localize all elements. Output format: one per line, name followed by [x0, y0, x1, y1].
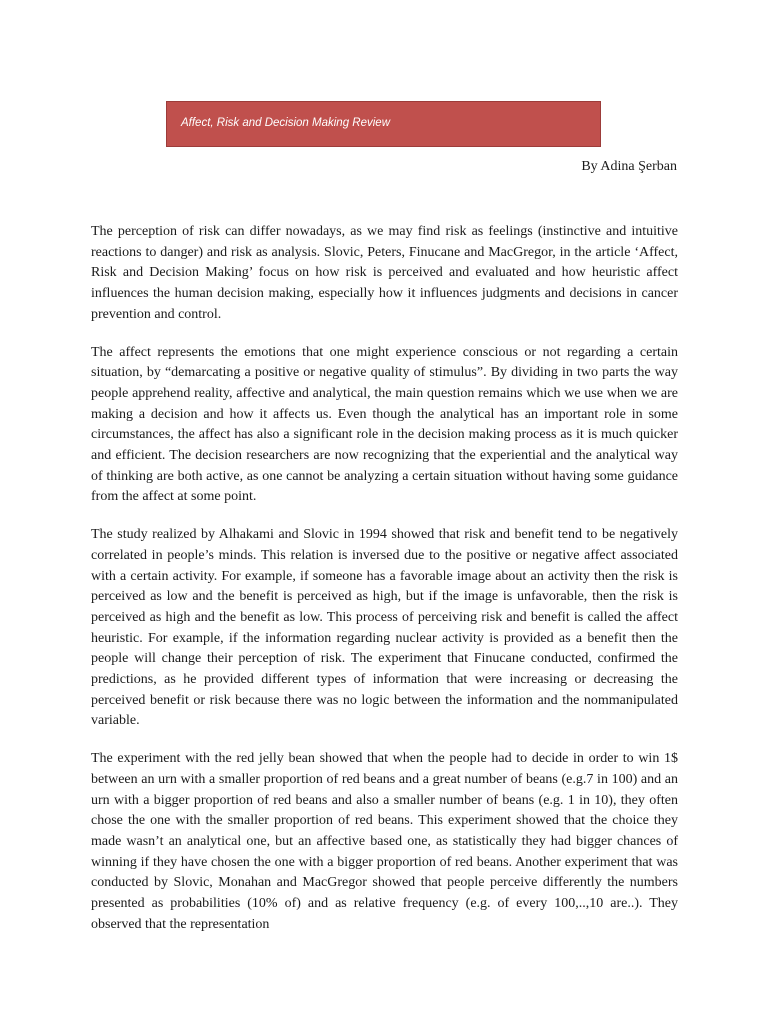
document-body [91, 222, 678, 953]
paragraph-4: The experiment with the red jelly bean showed that when the people had to decide in order to win 1$ between an urn with a smaller proportion of red beans and a great number of beans (e.g.7 in 100) and an urn with a bigger proportion of red beans and also a smaller number of beans (e.g. 1 in 10), they often chose the one with the smaller proportion of red beans. This experiment showed that the choice they made wasn’t an analytical one, but an affective based one, as statistically they had bigger chances of winning if they have chosen the one with a bigger proportion of red beans. Another experiment that was conducted by Slovic, Monahan and MacGregor showed that people perceive differently the numbers presented as probabilities (10% of) and as relative frequency (e.g. of every 100,..,10 are..). They observed that the representation [91, 751, 678, 932]
document-title: Affect, Risk and Decision Making Review [181, 117, 390, 129]
title-banner [166, 101, 601, 147]
paragraph-2: The affect represents the emotions that one might experience conscious or not regarding a certain situation, by “demarcating a positive or negative quality of stimulus”. By dividing in two parts the way people apprehend reality, affective and analytical, the main question remains which we use when we are making a decision and how it affects us. Even though the analytical has an important role in some circumstances, the affect has also a significant role in the decision making process as it is much quicker and efficient. The decision researchers are now recognizing that the experiential and the analytical way of thinking are both active, as one cannot be analyzing a certain situation without having some guidance from the affect at some point. [91, 344, 678, 505]
paragraph-3: The study realized by Alhakami and Slovic in 1994 showed that risk and benefit tend to be negatively correlated in people’s minds. This relation is inversed due to the positive or negative affect associated with a certain activity. For example, if someone has a favorable image about an activity then the risk is perceived as low and the benefit is perceived as high, but if the image is unfavorable, then the risk is perceived as high and the benefit as low. This process of perceiving risk and benefit is called the affect heuristic. For example, if the information regarding nuclear activity is provided as a benefit then the people will change their perception of risk. The experiment that Finucane conducted, confirmed the predictions, as he provided different types of information that were increasing or decreasing the perceived benefit or risk because there was no logic between the information and the nommanipulated variable. [91, 527, 678, 729]
author-byline: By Adina Şerban [581, 159, 677, 174]
paragraph-1: The perception of risk can differ nowadays, as we may find risk as feelings (instinctive and intuitive reactions to danger) and risk as analysis. Slovic, Peters, Finucane and MacGregor, in the article ‘Affect, Risk and Decision Making’ focus on how risk is perceived and evaluated and how heuristic affect influences the human decision making, especially how it influences judgments and decisions in cancer prevention and control. [91, 224, 678, 322]
